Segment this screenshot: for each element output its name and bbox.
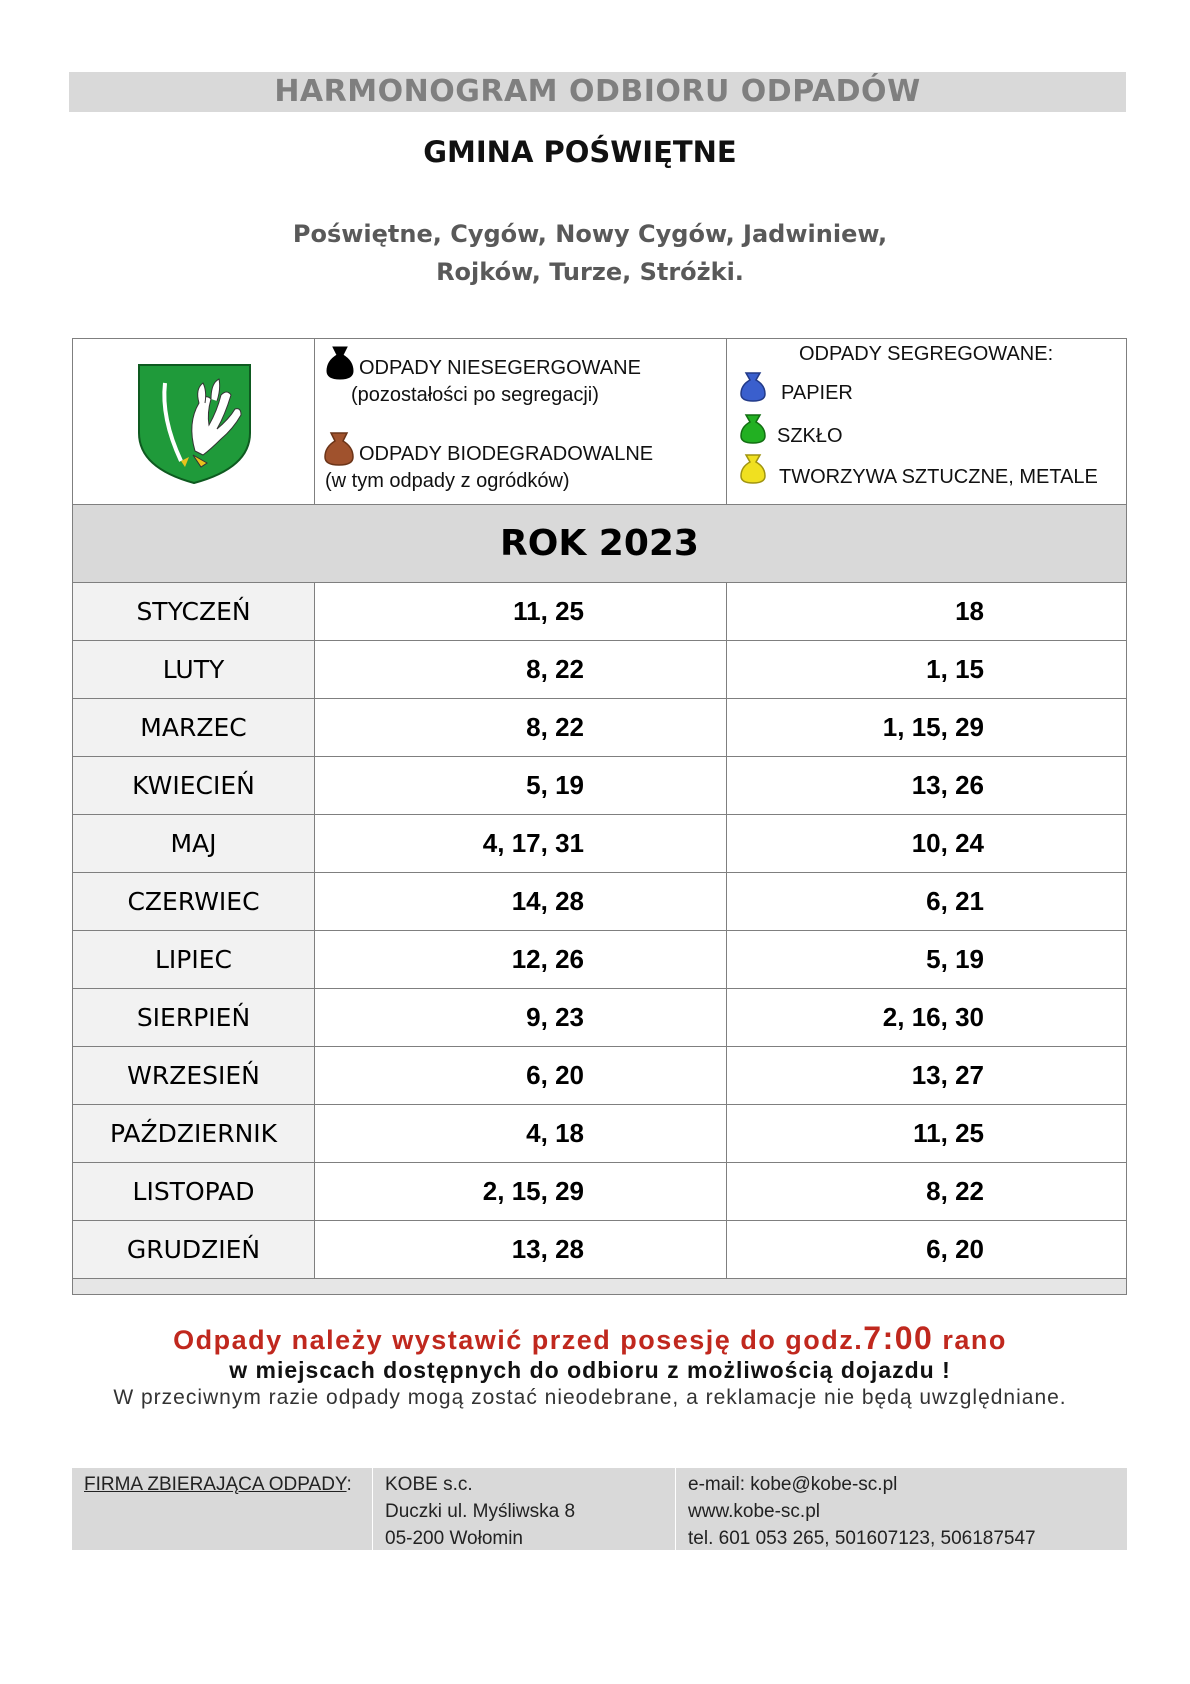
brown-bag-icon — [323, 429, 355, 467]
mixed-dates: 12, 26 — [315, 931, 727, 988]
footer-contact-col — [675, 1468, 1127, 1550]
month-name: WRZESIEŃ — [73, 1047, 315, 1104]
legend-bio: ODPADY BIODEGRADOWALNE — [359, 443, 654, 465]
mixed-dates: 11, 25 — [315, 583, 727, 640]
mixed-dates: 8, 22 — [315, 641, 727, 698]
month-name: STYCZEŃ — [73, 583, 315, 640]
table-row — [73, 1221, 1126, 1279]
mixed-dates: 9, 23 — [315, 989, 727, 1046]
sorted-dates: 11, 25 — [727, 1105, 1126, 1162]
green-bag-icon — [739, 411, 767, 445]
notice-deadline-suffix: rano — [933, 1325, 1007, 1355]
coat-of-arms-icon — [137, 363, 252, 485]
month-name: CZERWIEC — [73, 873, 315, 930]
mixed-dates: 13, 28 — [315, 1221, 727, 1278]
crest-cell — [73, 339, 315, 505]
sorted-dates: 6, 21 — [727, 873, 1126, 930]
black-bag-icon — [325, 343, 355, 381]
blue-bag-icon — [739, 369, 767, 403]
mixed-dates: 4, 18 — [315, 1105, 727, 1162]
company-phone: tel. 601 053 265, 501607123, 506187547 — [688, 1528, 1036, 1549]
sorted-dates: 1, 15, 29 — [727, 699, 1126, 756]
notice-deadline — [0, 1320, 1180, 1357]
footer-label-col — [72, 1468, 371, 1550]
yellow-bag-icon — [739, 451, 767, 485]
table-row — [73, 873, 1126, 931]
gmina-name: GMINA POŚWIĘTNE — [423, 135, 737, 169]
sorted-dates: 8, 22 — [727, 1163, 1126, 1220]
mixed-dates: 14, 28 — [315, 873, 727, 930]
notice-deadline-time: 7:00 — [863, 1320, 934, 1356]
table-row — [73, 815, 1126, 873]
footer-label-colon: : — [346, 1474, 352, 1495]
table-row — [73, 931, 1126, 989]
sorted-dates: 10, 24 — [727, 815, 1126, 872]
month-rows — [73, 583, 1126, 1279]
legend-sorted-cell — [727, 339, 1126, 505]
month-name: SIERPIEŃ — [73, 989, 315, 1046]
mixed-dates: 4, 17, 31 — [315, 815, 727, 872]
table-row — [73, 699, 1126, 757]
table-row — [73, 641, 1126, 699]
month-name: LISTOPAD — [73, 1163, 315, 1220]
table-row — [73, 583, 1126, 641]
footer-label: FIRMA ZBIERAJĄCA ODPADY — [84, 1474, 347, 1495]
table-row — [73, 989, 1126, 1047]
schedule-table — [72, 338, 1127, 1295]
table-row — [73, 1047, 1126, 1105]
month-name: MAJ — [73, 815, 315, 872]
notice-warning: W przeciwnym razie odpady mogą zostać nieodebrane, a reklamacje nie będą uwzględniane. — [113, 1386, 1067, 1409]
table-row — [73, 757, 1126, 815]
month-name: MARZEC — [73, 699, 315, 756]
legend-plastic: TWORZYWA SZTUCZNE, METALE — [779, 466, 1098, 488]
sorted-dates: 13, 27 — [727, 1047, 1126, 1104]
legend-glass: SZKŁO — [777, 425, 843, 447]
document-title: HARMONOGRAM ODBIORU ODPADÓW — [69, 72, 1126, 112]
sorted-dates: 1, 15 — [727, 641, 1126, 698]
company-address-2: 05-200 Wołomin — [385, 1528, 524, 1549]
month-name: KWIECIEŃ — [73, 757, 315, 814]
legend-unsorted: ODPADY NIESEGERGOWANE — [359, 357, 641, 379]
company-footer — [72, 1468, 1127, 1550]
notice-access: w miejscach dostępnych do odbioru z możliwością dojazdu ! — [229, 1357, 951, 1383]
month-name: LIPIEC — [73, 931, 315, 988]
mixed-dates: 2, 15, 29 — [315, 1163, 727, 1220]
legend-row — [73, 339, 1126, 505]
table-row — [73, 1105, 1126, 1163]
mixed-dates: 8, 22 — [315, 699, 727, 756]
legend-sorted-title: ODPADY SEGREGOWANE: — [799, 343, 1054, 365]
table-row — [73, 1163, 1126, 1221]
month-name: GRUDZIEŃ — [73, 1221, 315, 1278]
year-heading: ROK 2023 — [73, 505, 1126, 583]
mixed-dates: 5, 19 — [315, 757, 727, 814]
footer-address-col — [372, 1468, 675, 1550]
month-name: LUTY — [73, 641, 315, 698]
places-line-1: Poświętne, Cygów, Nowy Cygów, Jadwiniew, — [292, 220, 888, 248]
legend-mixed-cell — [315, 339, 727, 505]
places-list — [0, 215, 1180, 291]
month-name: PAŹDZIERNIK — [73, 1105, 315, 1162]
places-line-2: Rojków, Turze, Stróżki. — [436, 258, 744, 286]
legend-unsorted-note: (pozostałości po segregacji) — [351, 384, 599, 406]
legend-paper: PAPIER — [781, 382, 853, 404]
sorted-dates: 5, 19 — [727, 931, 1126, 988]
legend-bio-note: (w tym odpady z ogródków) — [325, 470, 570, 492]
company-website: www.kobe-sc.pl — [688, 1501, 820, 1522]
mixed-dates: 6, 20 — [315, 1047, 727, 1104]
company-address-1: Duczki ul. Myśliwska 8 — [385, 1501, 576, 1522]
company-name: KOBE s.c. — [385, 1474, 473, 1495]
sorted-dates: 6, 20 — [727, 1221, 1126, 1278]
company-email: e-mail: kobe@kobe-sc.pl — [688, 1474, 898, 1495]
notice-deadline-text: Odpady należy wystawić przed posesję do godz. — [173, 1325, 864, 1355]
sorted-dates: 2, 16, 30 — [727, 989, 1126, 1046]
sorted-dates: 13, 26 — [727, 757, 1126, 814]
sorted-dates: 18 — [727, 583, 1126, 640]
